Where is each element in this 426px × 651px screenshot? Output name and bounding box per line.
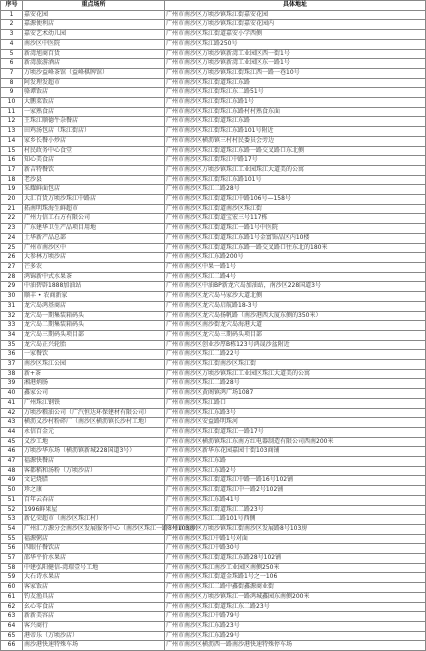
row-place: 龙穴岛三期码头项目部: [23, 330, 165, 340]
row-address: 广州市南沙区珠江中路79号: [165, 612, 426, 622]
table-row: [1, 612, 426, 622]
table-row: [1, 146, 426, 156]
row-place: 湘港炳肠: [23, 379, 165, 389]
row-place: 龙穴岛二期集装箱码头: [23, 321, 165, 331]
row-address: 广州市南沙区珠江街道珠江东路一路交叉路口东北侧: [165, 146, 426, 156]
table-row: [1, 534, 426, 544]
row-place: 南沙区珠江公园: [23, 360, 165, 370]
row-place: 阿发理发超市: [23, 78, 165, 88]
row-index: 6: [1, 59, 23, 69]
row-address: 广州市南沙区珠江街道嘉安小学西侧: [165, 30, 426, 40]
row-index: 46: [1, 447, 23, 457]
row-address: 广州市南沙区珠江街道珠江东路: [165, 117, 426, 127]
row-place: 拓南明珠海生鲜超市: [23, 204, 165, 214]
row-address: 广州市南沙区南沙街龙穴岛海港大道: [165, 321, 426, 331]
row-index: 10: [1, 98, 23, 108]
row-index: 42: [1, 408, 23, 418]
table-row: [1, 369, 426, 379]
table-row: [1, 68, 426, 78]
row-place: 1996鲜果屋: [23, 505, 165, 515]
row-index: 63: [1, 612, 23, 622]
table-row: [1, 330, 426, 340]
row-index: 33: [1, 321, 23, 331]
row-index: 17: [1, 165, 23, 175]
row-place: 王珠江顺德牛杂餐店: [23, 117, 165, 127]
row-index: 53: [1, 515, 23, 525]
row-place: 港帝乐（万顷沙店）: [23, 631, 165, 641]
row-address: 广州市南沙区珠江东路3号: [165, 408, 426, 418]
row-place: 大汇百货万顷沙珠江中路店: [23, 195, 165, 205]
row-index: 62: [1, 602, 23, 612]
row-address: 广州市南沙区珠江东路41号: [165, 495, 426, 505]
row-address: 广州市南沙区珠江街珠江东路村村熟食东面: [165, 107, 426, 117]
row-address: 广州市南沙区珠江东路29号: [165, 631, 426, 641]
table-row: [1, 311, 426, 321]
row-index: 45: [1, 437, 23, 447]
row-address: 广州市南沙区万顷沙镇珠江街南沙区发展路8号103房: [165, 524, 426, 534]
row-address: 广州市南沙区珠江路250号: [165, 39, 426, 49]
row-index: 18: [1, 175, 23, 185]
table-row: [1, 127, 426, 137]
row-place: 大参林万顷沙店: [23, 253, 165, 263]
row-place: 嘉安艺术幼儿园: [23, 30, 165, 40]
row-index: 2: [1, 20, 23, 30]
row-index: 60: [1, 583, 23, 593]
row-place: 芒多农: [23, 262, 165, 272]
row-address: 广州市南沙区万顷沙镇珠江街珠江西一路一巷10号: [165, 68, 426, 78]
row-address: 广州市南沙区珠江中路1号对面: [165, 534, 426, 544]
table-row: [1, 563, 426, 573]
row-address: 广州市南沙区黄阁镇鸿广场1087: [165, 389, 426, 399]
row-place: 广东建华卫生产品项目用地: [23, 224, 165, 234]
table-row: [1, 515, 426, 525]
table-row: [1, 418, 426, 428]
row-index: 22: [1, 214, 23, 224]
table-row: [1, 321, 426, 331]
row-place: 永信百金元: [23, 427, 165, 437]
row-address: 广州市南沙区横沥西一路南沙港快速特殊停车场: [165, 641, 426, 651]
row-index: 43: [1, 418, 23, 428]
row-index: 23: [1, 224, 23, 234]
table-row: [1, 631, 426, 641]
row-index: 12: [1, 117, 23, 127]
row-index: 25: [1, 243, 23, 253]
row-place: 知心美食店: [23, 156, 165, 166]
table-row: [1, 39, 426, 49]
row-address: 广州市南沙区珠江街道珠江东路28号102铺: [165, 554, 426, 564]
row-address: 广州市南沙区珠江二路101号西侧: [165, 515, 426, 525]
table-row: [1, 20, 426, 30]
row-place: 四眼仔餐饮店: [23, 544, 165, 554]
row-address: 广州市南沙区珠江东路200号: [165, 253, 426, 263]
row-place: 新湾旭商百货: [23, 49, 165, 59]
row-place: 田鸡汤包店（珠江街店）: [23, 127, 165, 137]
table-row: [1, 214, 426, 224]
row-address: 广州市南沙区珠江街珠江中路17号: [165, 156, 426, 166]
row-index: 8: [1, 78, 23, 88]
row-address: 广州市南沙区珠江街道珠江东路: [165, 78, 426, 88]
row-index: 54: [1, 524, 23, 534]
row-index: 65: [1, 631, 23, 641]
row-index: 9: [1, 88, 23, 98]
row-address: 广州市南沙区珠江街道珠江二路23号: [165, 505, 426, 515]
row-place: 鑫家公司: [23, 389, 165, 399]
row-place: 南沙港快速特殊车场: [23, 641, 165, 651]
row-index: 24: [1, 233, 23, 243]
row-place: 土华新产品总部: [23, 233, 165, 243]
row-place: 文记烧腊: [23, 476, 165, 486]
table-row: [1, 476, 426, 486]
row-place: 百年云吞店: [23, 495, 165, 505]
table-row: [1, 78, 426, 88]
row-index: 38: [1, 369, 23, 379]
row-place: 万顷沙粮油公司（广汽恒达环保建材有限公司）: [23, 408, 165, 418]
header-index: 序号: [1, 1, 23, 11]
row-address: 广州市南沙区安益路明珠河: [165, 418, 426, 428]
row-place: 广州力信工石方有限公司: [23, 214, 165, 224]
row-index: 29: [1, 282, 23, 292]
row-index: 59: [1, 573, 23, 583]
table-row: [1, 437, 426, 447]
row-address: 广州市南沙区珠江街珠江东二路51号: [165, 88, 426, 98]
row-index: 66: [1, 641, 23, 651]
row-place: 龙穴岛正兴轮胎: [23, 340, 165, 350]
row-index: 39: [1, 379, 23, 389]
row-address: 广州市南沙区珠江街珠江东路101号附近: [165, 127, 426, 137]
row-place: 广州市南沙区中: [23, 243, 165, 253]
row-address: 广州市南沙区横沥镇三村村民委员会旁边: [165, 136, 426, 146]
row-place: 万顷沙华东场（横沥镇新城228国道3号）: [23, 447, 165, 457]
row-place: 大鹏菜饭店: [23, 98, 165, 108]
row-index: 52: [1, 505, 23, 515]
table-row: [1, 175, 426, 185]
row-place: 新新美容店: [23, 612, 165, 622]
row-place: 顺丰 • 农商新家: [23, 292, 165, 302]
row-place: 客兴商行: [23, 622, 165, 632]
table-row: [1, 360, 426, 370]
row-place: 龙穴岛鸿基商店: [23, 301, 165, 311]
row-place: 骆谭饭店: [23, 88, 165, 98]
row-place: 新吉特餐饮: [23, 165, 165, 175]
row-place: 新湾旅游酒店: [23, 59, 165, 69]
row-address: 广州市南沙区龙穴岛扬帆路（南沙港西大厦东侧的350米）: [165, 311, 426, 321]
row-address: 广州市南沙区万顷沙镇珠江一路鸿城鑫园东南侧200米: [165, 592, 426, 602]
row-place: 珍之康: [23, 486, 165, 496]
table-row: [1, 88, 426, 98]
row-address: 广州市南沙区新华东花园嘉园十街103商铺: [165, 447, 426, 457]
row-place: 新亿荣超市（南沙区珠江村）: [23, 515, 165, 525]
table-row: [1, 602, 426, 612]
row-place: 一家餐饮: [23, 350, 165, 360]
row-place: 万顷沙益峰茶馆（益峰棋牌馆）: [23, 68, 165, 78]
row-place: 一家熟食店: [23, 107, 165, 117]
row-place: 广州汇万源分会南沙区发展服务中心（南沙区珠江一路8号103房）: [23, 524, 165, 534]
row-address: 广州市南沙区龙穴岛马家沙大道北侧: [165, 292, 426, 302]
row-index: 37: [1, 360, 23, 370]
table-row: [1, 98, 426, 108]
table-row: [1, 495, 426, 505]
row-address: 广州市南沙区珠江街道珠江东二路23号: [165, 602, 426, 612]
row-index: 41: [1, 398, 23, 408]
row-address: 广州市南沙区万顷沙镇珠江工业园珠江大道美的公寓: [165, 165, 426, 175]
table-row: [1, 185, 426, 195]
row-index: 50: [1, 486, 23, 496]
table-row: [1, 457, 426, 467]
row-address: 广州市南沙区万顷沙镇新湾工业园区西一街1号: [165, 49, 426, 59]
row-address: 广州市南沙区珠江街珠江东路1号: [165, 98, 426, 108]
row-address: 广州市南沙区珠江街道珠江中路一路16号102铺: [165, 476, 426, 486]
row-place: 龙穴岛一期集装箱码头: [23, 311, 165, 321]
row-index: 5: [1, 49, 23, 59]
table-row: [1, 165, 426, 175]
row-address: 广州市南沙区珠江东路2号: [165, 466, 426, 476]
row-index: 40: [1, 389, 23, 399]
row-index: 56: [1, 544, 23, 554]
table-row: [1, 592, 426, 602]
row-index: 27: [1, 262, 23, 272]
row-index: 7: [1, 68, 23, 78]
row-address: 广州市南沙区珠江街道珠江东路一路交叉路口往东北的180米: [165, 243, 426, 253]
row-place: 鸿锦新中式水果茶: [23, 272, 165, 282]
row-index: 61: [1, 592, 23, 602]
row-place: 家乡长餐小炒店: [23, 136, 165, 146]
table-row: [1, 466, 426, 476]
table-row: [1, 301, 426, 311]
header-address: 具体地址: [165, 1, 426, 11]
row-index: 21: [1, 204, 23, 214]
row-index: 32: [1, 311, 23, 321]
table-row: [1, 136, 426, 146]
row-address: 广州市南沙区珠江街南沙区珠江街: [165, 360, 426, 370]
row-address: 广州市南沙区珠江二路28号: [165, 185, 426, 195]
row-address: 广州市南沙区珠江东路23号: [165, 622, 426, 632]
table-row: [1, 583, 426, 593]
row-index: 64: [1, 622, 23, 632]
row-address: 广州市南沙区万顷沙镇珠江街嘉安花园: [165, 10, 426, 20]
row-place: 义沙工地: [23, 437, 165, 447]
table-row: [1, 447, 426, 457]
row-address: 广州市南沙区万顷沙镇珠江工业园区珠江大道美的公寓: [165, 369, 426, 379]
table-row: [1, 573, 426, 583]
row-place: 嘉源便利店: [23, 20, 165, 30]
row-place: 中油碧辟1888加油站: [23, 282, 165, 292]
row-address: 广州市南沙区珠江二路中鑫街鑫源商业街: [165, 583, 426, 593]
row-address: 广州市南沙区珠江二路4号: [165, 272, 426, 282]
row-index: 44: [1, 427, 23, 437]
row-place: 采耀鲜面包店: [23, 185, 165, 195]
row-index: 3: [1, 30, 23, 40]
row-address: 广州市南沙区万顷沙镇珠江街嘉安花园内: [165, 20, 426, 30]
table-row: [1, 10, 426, 20]
table-row: [1, 233, 426, 243]
table-row: [1, 195, 426, 205]
row-address: 广州市南沙区龙穴岛启航路18-3号: [165, 301, 426, 311]
table-row: [1, 59, 426, 69]
row-place: 村民政务中心食堂: [23, 146, 165, 156]
row-index: 14: [1, 136, 23, 146]
table-row: [1, 30, 426, 40]
header-place: 重点场所: [23, 1, 165, 11]
row-address: 广州市南沙区珠江街道珠江东路1号金富饰品区内10楼: [165, 233, 426, 243]
table-row: [1, 282, 426, 292]
table-row: [1, 204, 426, 214]
row-place: 客家饭店: [23, 583, 165, 593]
row-address: 广州市南沙区珠江二路28号: [165, 379, 426, 389]
row-index: 51: [1, 495, 23, 505]
row-index: 15: [1, 146, 23, 156]
row-address: 广州市南沙区珠江中路30号: [165, 544, 426, 554]
row-index: 26: [1, 253, 23, 263]
row-place: 客都稻和汤粉（万顷沙店）: [23, 466, 165, 476]
table-row: [1, 427, 426, 437]
row-index: 31: [1, 301, 23, 311]
table-row: [1, 486, 426, 496]
table-row: [1, 350, 426, 360]
row-place: 邵华平价水果店: [23, 554, 165, 564]
row-index: 57: [1, 554, 23, 564]
row-address: 广州市南沙区珠江街道宝宏三号117栋: [165, 214, 426, 224]
table-row: [1, 505, 426, 515]
table-body: [1, 10, 426, 650]
row-address: 广州市南沙区万顷沙镇新湾工业园区东一路1号: [165, 59, 426, 69]
row-place: 老沙县: [23, 175, 165, 185]
row-index: 49: [1, 476, 23, 486]
row-index: 13: [1, 127, 23, 137]
row-index: 34: [1, 330, 23, 340]
row-address: 广州市南沙区龙穴岛三期码头项目部: [165, 330, 426, 340]
row-place: 福源粥店: [23, 534, 165, 544]
table-row: [1, 524, 426, 534]
row-place: 南沙区中医院: [23, 39, 165, 49]
table-row: [1, 253, 426, 263]
row-place: 大石诗水果店: [23, 573, 165, 583]
row-place: 广州珠江钢铁: [23, 398, 165, 408]
row-address: 广州市南沙区珠江街道南沙区珠江街: [165, 204, 426, 214]
table-row: [1, 156, 426, 166]
row-place: 钓友渔具店: [23, 592, 165, 602]
row-index: 4: [1, 39, 23, 49]
row-place: 嘉安花园: [23, 10, 165, 20]
row-address: 广州市南沙区珠江街珠江东路101号: [165, 175, 426, 185]
row-address: 广州市南沙区珠江东路: [165, 457, 426, 467]
row-place: 幺心零食店: [23, 602, 165, 612]
row-address: 广州市南沙区珠江二路22号: [165, 350, 426, 360]
row-index: 11: [1, 107, 23, 117]
table-row: [1, 243, 426, 253]
row-index: 48: [1, 466, 23, 476]
row-address: 广州市南沙区珠江街道金珠路1号之一106: [165, 573, 426, 583]
table-row: [1, 389, 426, 399]
row-index: 1: [1, 10, 23, 20]
table-header-row: [1, 1, 426, 11]
row-index: 58: [1, 563, 23, 573]
row-address: 广州市南沙区横沥镇珠江东南方红电器制造有限公司西南200米: [165, 437, 426, 447]
table-row: [1, 554, 426, 564]
row-address: 广州市南沙区珠江街道珠江一路17号: [165, 427, 426, 437]
table-row: [1, 622, 426, 632]
row-place: 福源快餐店: [23, 457, 165, 467]
row-address: 广州市南沙区珠江街道珠江中路106号—158号: [165, 195, 426, 205]
row-address: 广州市南沙区珠江街道珠江中一路2号102铺: [165, 486, 426, 496]
row-index: 20: [1, 195, 23, 205]
row-index: 28: [1, 272, 23, 282]
table-row: [1, 107, 426, 117]
table-row: [1, 117, 426, 127]
table-row: [1, 408, 426, 418]
row-index: 36: [1, 350, 23, 360]
row-index: 16: [1, 156, 23, 166]
row-index: 47: [1, 457, 23, 467]
row-index: 19: [1, 185, 23, 195]
row-index: 30: [1, 292, 23, 302]
row-address: 广州市南沙区珠江南沙工业园区南侧250米: [165, 563, 426, 573]
table-row: [1, 544, 426, 554]
row-place: 横沥义沙村粉碎厂（南沙区横沥镇长沙村工地）: [23, 418, 165, 428]
row-address: 广州市南沙区珠江路口: [165, 398, 426, 408]
row-address: 广州市南沙区珠江街道珠江一路1号中医院: [165, 224, 426, 234]
table-row: [1, 262, 426, 272]
row-address: 广州市南沙区创业沙厚B栋123号鸿晟沙盆附近: [165, 340, 426, 350]
table-row: [1, 641, 426, 651]
table-row: [1, 224, 426, 234]
row-address: 广州市南沙区中果一路1号: [165, 262, 426, 272]
table-row: [1, 272, 426, 282]
table-row: [1, 379, 426, 389]
table-row: [1, 49, 426, 59]
row-address: 广州市南沙区中油BP新龙穴岛加油站，南沙区228国道3号: [165, 282, 426, 292]
row-index: 35: [1, 340, 23, 350]
table-row: [1, 292, 426, 302]
table-row: [1, 340, 426, 350]
row-place: 中建弘阳健信-湾璟壹号工地: [23, 563, 165, 573]
row-place: 新+茶: [23, 369, 165, 379]
table-row: [1, 398, 426, 408]
row-index: 55: [1, 534, 23, 544]
